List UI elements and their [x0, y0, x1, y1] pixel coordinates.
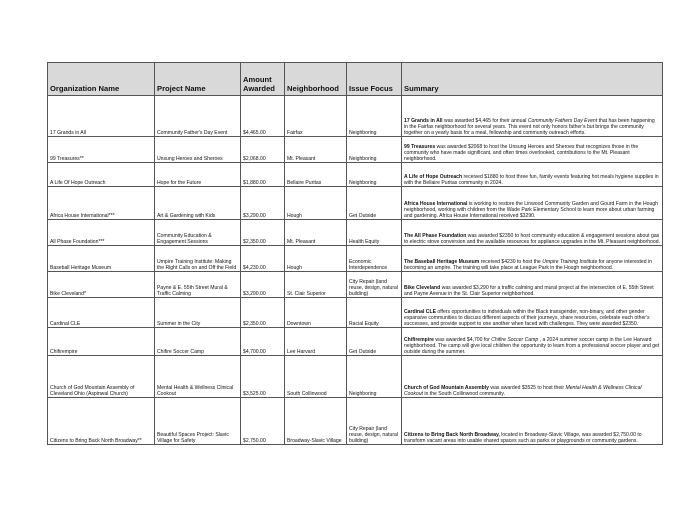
table-row: [48, 220, 663, 246]
cell-neighborhood: Hough: [285, 246, 347, 272]
cell-issue-focus: Health Equity: [347, 220, 402, 246]
cell-project: Hope for the Future: [155, 163, 241, 187]
grant-awards-table: [47, 62, 663, 445]
header-project: Project Name: [155, 63, 241, 96]
table-row: [48, 246, 663, 272]
table-body: [48, 96, 663, 445]
cell-summary: 17 Grands in All was awarded $4,465 for their annual Community Fathers Day Event that has been happening in the Fairfax neighborhood for several years. This event not only honors father's but brings the community together on a yearly basis for a meal, fellowship and community outreach efforts.: [402, 96, 663, 137]
cell-neighborhood: Lee Harvard: [285, 328, 347, 356]
cell-summary: The Baseball Heritage Museum received $4230 to host the Umpire Training Institute for anyone interested in becoming an umpire. The training will take place at League Park in the Hough neighborhood.: [402, 246, 663, 272]
table-row: [48, 137, 663, 163]
cell-neighborhood: St. Clair Superior: [285, 272, 347, 298]
cell-amount: $2,068.00: [241, 137, 285, 163]
cell-summary: Africa House International is working to restore the Linwood Community Garden and Gourd Farm in the Hough neighborhood, working with children from the Wade Park Elementary School to learn more about urban farming and gardening. Africa House International received $3290.: [402, 187, 663, 220]
cell-organization: Chifirempire: [48, 328, 155, 356]
cell-issue-focus: Racial Equity: [347, 298, 402, 328]
cell-amount: $1,880.00: [241, 163, 285, 187]
cell-neighborhood: Bellaire Puritas: [285, 163, 347, 187]
table-row: [48, 163, 663, 187]
cell-summary: Citizens to Bring Back North Broadway, located in Broadway-Slavic Village, was awarded $2,750.00 to transform vacant areas into usable shared spaces such as parks or playgrounds or community gardens.: [402, 398, 663, 445]
cell-amount: $4,465.00: [241, 96, 285, 137]
cell-summary: Chifirempire was awarded $4,700 for Chifire Soccer Camp , a 2024 summer soccer camp in the Lee Harvard neighborhood. The camp will give local children the opportunity to learn from a professional soccer player and get outside during the summer.: [402, 328, 663, 356]
cell-neighborhood: Hough: [285, 187, 347, 220]
cell-amount: $3,290.00: [241, 187, 285, 220]
cell-neighborhood: South Collinwood: [285, 356, 347, 398]
cell-summary: Church of God Mountain Assembly was awarded $3525 to host their Mental Health & Wellness Clinical Cookout in the South Collinwood community.: [402, 356, 663, 398]
cell-project: Umpire Training Institute: Making the Right Calls on and Off the Field: [155, 246, 241, 272]
cell-summary: Bike Cleveland was awarded $3,290 for a traffic calming and mural project at the intersection of E. 55th Street and Payne Avenue in the St. Clair Superior neighborhood.: [402, 272, 663, 298]
cell-project: Mental Health & Wellness Clinical Cookout: [155, 356, 241, 398]
cell-issue-focus: Economic Interdependence: [347, 246, 402, 272]
table-row: [48, 328, 663, 356]
cell-project: Beautiful Spaces Project: Slavic Village for Safety: [155, 398, 241, 445]
cell-issue-focus: Neighboring: [347, 163, 402, 187]
grant-awards-sheet: [47, 62, 663, 445]
cell-project: Chifire Soccer Camp: [155, 328, 241, 356]
cell-neighborhood: Broadway-Slavic Village: [285, 398, 347, 445]
cell-organization: Bike Cleveland*: [48, 272, 155, 298]
cell-issue-focus: Get Outside: [347, 328, 402, 356]
cell-amount: $2,350.00: [241, 298, 285, 328]
cell-issue-focus: Neighboring: [347, 356, 402, 398]
cell-organization: Africa House International***: [48, 187, 155, 220]
cell-organization: 99 Treasures**: [48, 137, 155, 163]
cell-summary: The All Phase Foundation was awarded $2350 to host community education & engagement sessions about gas to electric stove conversion and the available resources for appliance upgrades in the Mt. Pleasant neighborhood.: [402, 220, 663, 246]
cell-issue-focus: Neighboring: [347, 137, 402, 163]
cell-project: Summer in the City: [155, 298, 241, 328]
cell-neighborhood: Fairfax: [285, 96, 347, 137]
cell-organization: Cardinal CLE: [48, 298, 155, 328]
cell-organization: Citizens to Bring Back North Broadway**: [48, 398, 155, 445]
cell-issue-focus: Get Outside: [347, 187, 402, 220]
cell-organization: 17 Grands in All: [48, 96, 155, 137]
cell-issue-focus: City Repair (land reuse, design, natural building): [347, 272, 402, 298]
table-row: [48, 272, 663, 298]
header-row: [48, 63, 663, 96]
cell-neighborhood: Mt. Pleasant: [285, 137, 347, 163]
cell-organization: Baseball Heritage Museum: [48, 246, 155, 272]
cell-neighborhood: Mt. Pleasant: [285, 220, 347, 246]
cell-project: Unsung Heroes and Sheroes: [155, 137, 241, 163]
cell-amount: $4,230.00: [241, 246, 285, 272]
table-row: [48, 187, 663, 220]
cell-summary: 99 Treasures was awarded $2068 to host the Unsung Heroes and Sheroes that recognizes those in the community who have made significant, and often times overlooked, contributions to the Mt. Pleasant neighborhood.: [402, 137, 663, 163]
header-summary: Summary: [402, 63, 663, 96]
cell-issue-focus: Neighboring: [347, 96, 402, 137]
table-row: [48, 96, 663, 137]
cell-amount: $4,700.00: [241, 328, 285, 356]
cell-amount: $3,290.00: [241, 272, 285, 298]
cell-amount: $2,750.00: [241, 398, 285, 445]
cell-organization: A Life Of Hope Outreach: [48, 163, 155, 187]
header-amount: Amount Awarded: [241, 63, 285, 96]
cell-amount: $3,525.00: [241, 356, 285, 398]
header-neighborhood: Neighborhood: [285, 63, 347, 96]
cell-summary: A Life of Hope Outreach received $1880 to host three fun, family events featuring hot meals hygiene supplies in with the Bellaire Puritas community in 2024.: [402, 163, 663, 187]
cell-issue-focus: City Repair (land reuse, design, natural building): [347, 398, 402, 445]
cell-summary: Cardinal CLE offers opportunities to individuals within the Black transgender, non-binary, and other gender expansive communities to discuss different aspects of their journeys, share resources, celebrate each other's successes, and provide support to one another when faced with challenges. They were awarded $2350.: [402, 298, 663, 328]
header-organization: Organization Name: [48, 63, 155, 96]
header-issue-focus: Issue Focus: [347, 63, 402, 96]
table-row: [48, 298, 663, 328]
table-row: [48, 398, 663, 445]
cell-organization: All Phase Foundation***: [48, 220, 155, 246]
cell-project: Community Father's Day Event: [155, 96, 241, 137]
cell-neighborhood: Downtown: [285, 298, 347, 328]
cell-amount: $2,350.00: [241, 220, 285, 246]
cell-project: Community Education & Engagement Sessions: [155, 220, 241, 246]
table-row: [48, 356, 663, 398]
cell-organization: Church of God Mountain Assembly of Cleveland Ohio (Aspinwal Church): [48, 356, 155, 398]
cell-project: Payne & E. 55th Street Mural & Traffic Calming: [155, 272, 241, 298]
cell-project: Art & Gardening with Kids: [155, 187, 241, 220]
